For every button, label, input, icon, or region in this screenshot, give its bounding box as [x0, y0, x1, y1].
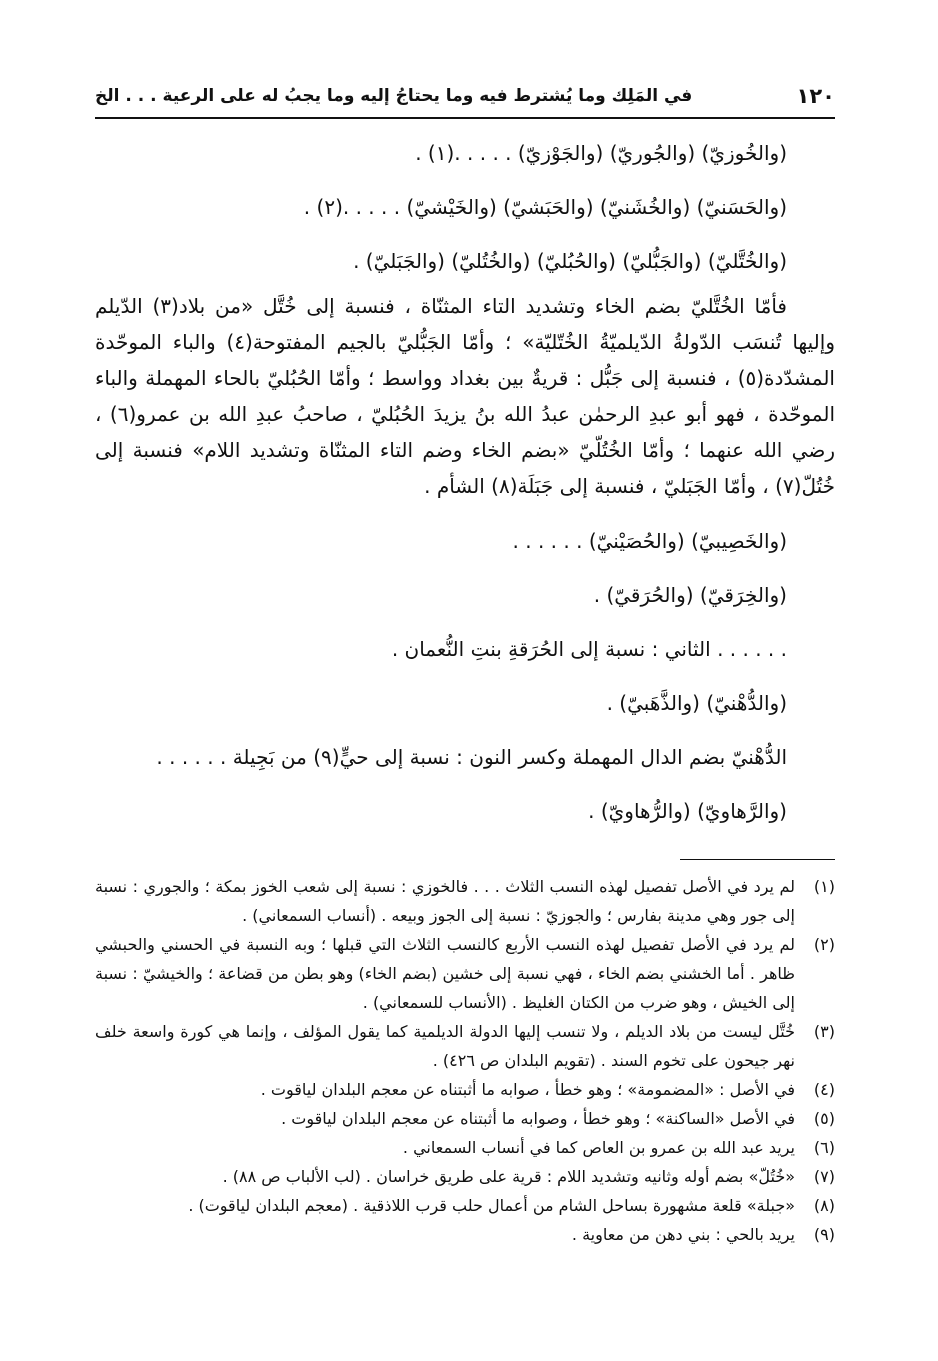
footnote-text: في الأصل «الساكنة» ؛ وهو خطأ ، وصوابه ما أثبتناه عن معجم البلدان لياقوت . [281, 1109, 795, 1128]
footnote-number: (١) [813, 877, 835, 896]
footnote [95, 1017, 835, 1075]
text-line: (والدُّهْنيّ) (والذَّهَبيّ) . [606, 691, 787, 715]
text-line: (والخُوزيّ) (والجُوريّ) (والجَوْزيّ) . . . . .(١) . [415, 141, 787, 165]
page-number: ١٢٠ [796, 84, 835, 108]
text-line: . . . . . . الثاني : نسبة إلى الحُرَقةِ بنتِ النُّعمان . [391, 637, 787, 661]
footnote-text: يريد عبد الله بن عمرو بن العاص كما في أنساب السمعاني . [402, 1138, 795, 1157]
footnote-number: (٤) [813, 1080, 835, 1099]
chapter-title: في المَلِك وما يُشترط فيه وما يحتاجُ إليه وما يجبُ له على الرعية . . . الخ [95, 86, 693, 106]
footnote-text: في الأصل : «المضمومة» ؛ وهو خطأ ، صوابه ما أثبتناه عن معجم البلدان لياقوت . [260, 1080, 795, 1099]
header-divider [95, 117, 835, 119]
footnote-number: (٣) [813, 1022, 835, 1041]
footnote [95, 1220, 835, 1249]
footnote-number: (٧) [813, 1167, 835, 1186]
paragraph: فأمّا الخُتَّليّ بضم الخاء وتشديد التاء المثنّاة ، فنسبة إلى خُتَّل «من بلاد(٣) الدّيلم وإليها تُنسَب الدّولةُ الدّيلميّةُ الخُتّليّة» ؛ وأمّا الجَبُّليّ بالجيم المفتوحة(٤) والباء الموحّدة المشدّدة(٥) ، فنسبة إلى جَبُّل : قريةٌ بين بغداد وواسط ؛ وأمّا الحُبُليّ بالحاء المهملة والباء الموحّدة ، فهو أبو عبدِ الرحمٰن عبدُ الله بنُ يزيدَ الحُبُليّ ، صاحبُ عبدِ الله بن عمرو(٦) ، رضي الله عنهما ؛ وأمّا الخُتُلّيّ «بضم الخاء وضم التاء المثنّاة وتشديد اللام» فنسبة إلى خُتُلّ(٧) ، وأمّا الجَبَليّ ، فنسبة إلى جَبَلَة(٨) الشأم . [95, 294, 835, 498]
footnote [95, 1191, 835, 1220]
text-line: (والحَسَنيّ) (والخُشَنيّ) (والحَبَشيّ) (والخَيْشيّ) . . . . .(٢) . [303, 195, 787, 219]
text-line: (والخُتَّليّ) (والجَبُّليّ) (والحُبُليّ) (والخُتُليّ) (والجَبَليّ) . [353, 249, 787, 273]
main-text [95, 126, 835, 838]
footnote-number: (٩) [813, 1225, 835, 1244]
text-line: الدُّهْنيّ بضم الدال المهملة وكسر النون : نسبة إلى حيٍّ(٩) من بَجِيلة . . . . . . [156, 745, 787, 769]
footnote [95, 1133, 835, 1162]
footnote-text: لم يرد في الأصل تفصيل لهذه النسب الثلاث . . . فالخوزي : نسبة إلى شعب الخوز بمكة ؛ والجوري : نسبة إلى جور وهي مدينة بفارس ؛ والجوزيّ : نسبة إلى الجوز وبيعه . (أنساب السمعاني) . [95, 877, 795, 925]
footnote [95, 930, 835, 1017]
footnote-text: «خُتُلّ» بضم أوله وثانيه وتشديد اللام : قرية على طريق خراسان . (لب الألباب ص ٨٨) . [222, 1167, 795, 1186]
text-line: (والرَّهاويّ) (والرُّهاويّ) . [588, 799, 787, 823]
footnote [95, 1162, 835, 1191]
footnote-text: يريد بالحي : بني دهن من معاوية . [571, 1225, 795, 1244]
text-line: (والخِرَقيّ) (والحُرَقيّ) . [593, 583, 787, 607]
footnotes [95, 872, 835, 1249]
footnote-number: (٢) [813, 935, 835, 954]
footnote-number: (٥) [813, 1109, 835, 1128]
footnote-text: لم يرد في الأصل تفصيل لهذه النسب الأربع كالنسب الثلاث التي قبلها ؛ وبه النسبة في الحسني والحبشي ظاهر . أما الخشني بضم الخاء ، فهي نسبة إلى خشين (بضم الخاء) وهو بطن من قضاعة ؛ والخيشيّ : نسبة إلى الخيش ، وهو ضرب من الكتان الغليظ . (الأنساب للسمعاني) . [95, 935, 795, 1012]
footnote-text: «جبلة» قلعة مشهورة بساحل الشام من أعمال حلب قرب اللاذقية . (معجم البلدان لياقوت) . [188, 1196, 795, 1215]
footnote [95, 872, 835, 930]
footnote-number: (٨) [813, 1196, 835, 1215]
footnote-number: (٦) [813, 1138, 835, 1157]
footnote-divider [680, 859, 835, 860]
footnote [95, 1075, 835, 1104]
running-header [95, 78, 835, 114]
footnote-text: خُتَّل ليست من بلاد الديلم ، ولا تنسب إليها الدولة الديلمية كما يقول المؤلف ، وإنما هي كورة واسعة خلف نهر جيحون على تخوم السند . (تقويم البلدان ص ٤٢٦) . [95, 1022, 795, 1070]
footnote [95, 1104, 835, 1133]
text-line: (والخَصِيبيّ) (والحُصَيْنيّ) . . . . . . [512, 529, 787, 553]
